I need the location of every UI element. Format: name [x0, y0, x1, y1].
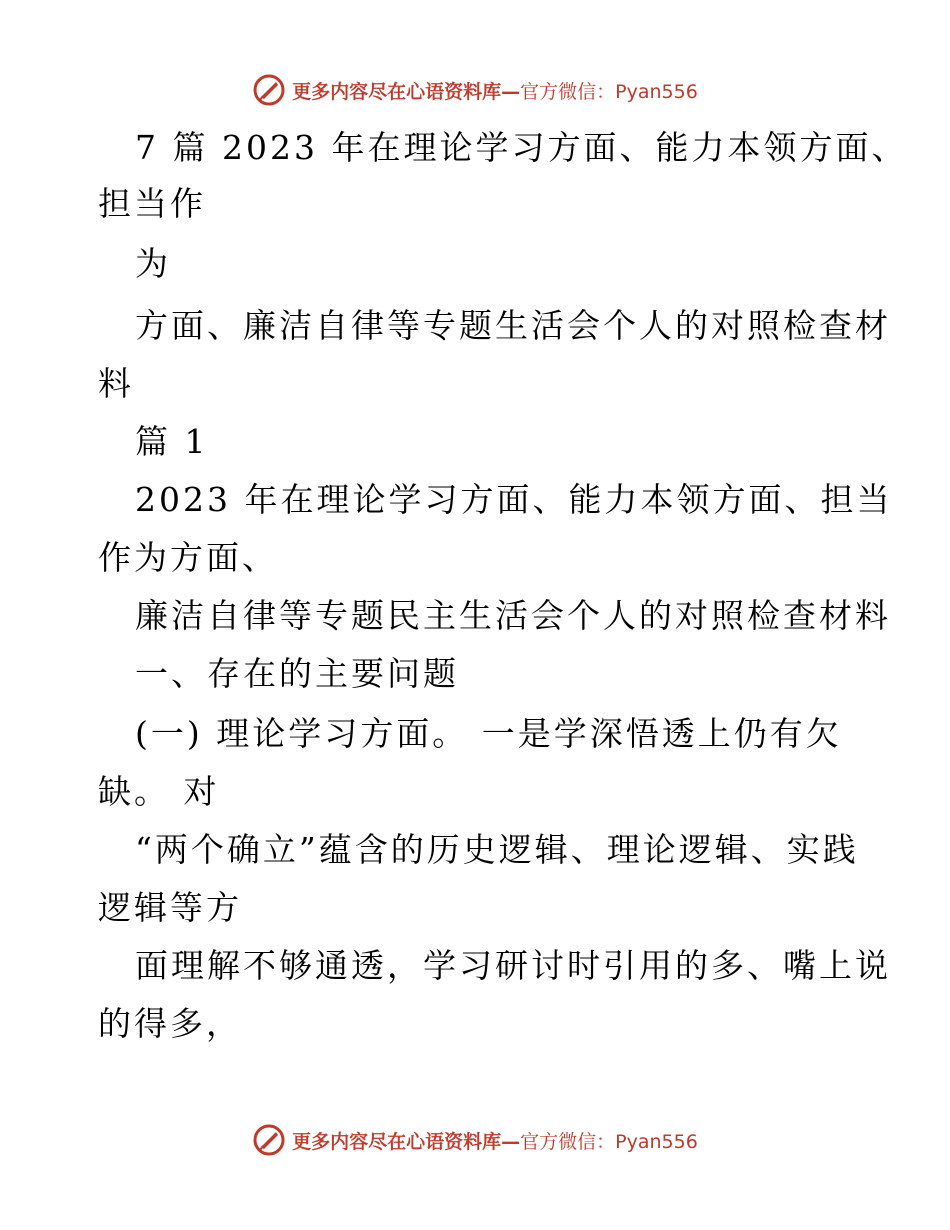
- paragraph-line: 缺。 对: [98, 772, 220, 811]
- footer-watermark: [0, 1120, 950, 1160]
- paragraph-line: 廉洁自律等专题民主生活会个人的对照检查材料: [135, 596, 891, 635]
- header-watermark-text: 更多内容尽在心语资料库—: [292, 80, 521, 103]
- title-line-1: 7 篇 2023 年在理论学习方面、能力本领方面、: [135, 128, 908, 167]
- footer-watermark-text: 更多内容尽在心语资料库—: [292, 1130, 521, 1153]
- footer-watermark-wechat: 官方微信：Pyan556: [520, 1130, 698, 1153]
- title-line-3: 为: [135, 244, 171, 283]
- title-line-5: 料: [98, 364, 134, 403]
- paragraph-line: 2023 年在理论学习方面、能力本领方面、担当: [135, 480, 893, 519]
- paragraph-line: 作为方面、: [98, 538, 278, 577]
- paragraph-line: “两个确立”蕴含的历史逻辑、理论逻辑、实践: [135, 830, 859, 869]
- quill-logo-icon: [252, 73, 286, 107]
- header-watermark-wechat: 官方微信：Pyan556: [520, 80, 698, 103]
- section-label: 篇 1: [135, 422, 209, 461]
- paragraph-line: 逻辑等方: [98, 888, 242, 927]
- title-line-2: 担当作: [98, 184, 206, 223]
- paragraph-line: (一) 理论学习方面。 一是学深悟透上仍有欠: [135, 714, 842, 753]
- title-line-4: 方面、廉洁自律等专题生活会个人的对照检查材: [135, 306, 891, 345]
- header-watermark: [0, 70, 950, 110]
- quill-logo-icon: [252, 1123, 286, 1157]
- paragraph-line: 面理解不够通透，学习研讨时引用的多、嘴上说: [135, 946, 891, 985]
- paragraph-line: 的得多，: [98, 1004, 242, 1043]
- heading-main-issues: 一、存在的主要问题: [135, 654, 459, 693]
